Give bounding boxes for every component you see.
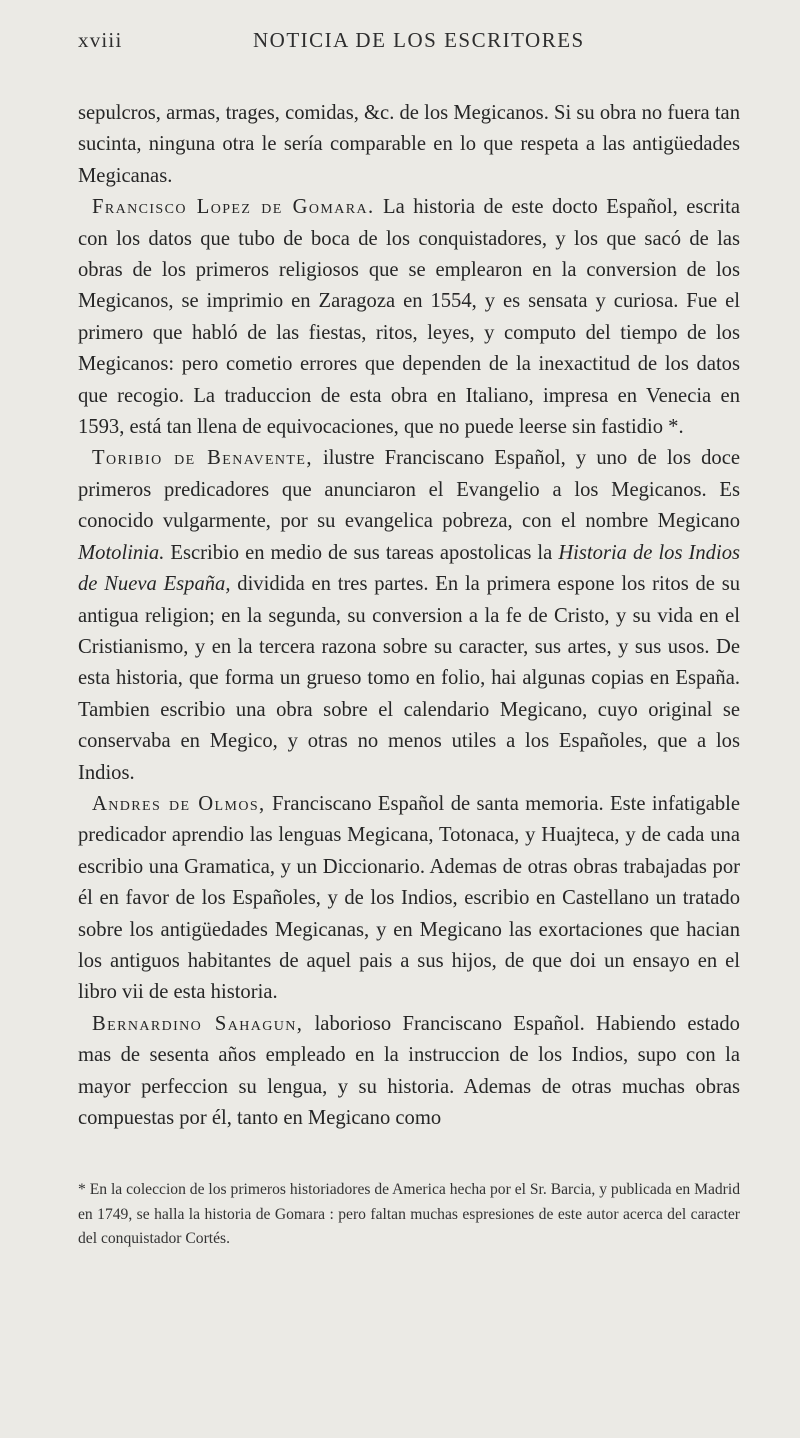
entry-text: Escribio en medio de sus tareas apostolicas la bbox=[164, 541, 559, 564]
paragraph-continuation bbox=[78, 98, 740, 192]
entry-sahagun bbox=[78, 1009, 740, 1135]
author-name: Andres de Olmos, bbox=[92, 792, 266, 815]
author-name: Bernardino Sahagun, bbox=[92, 1012, 304, 1035]
running-head: NOTICIA DE LOS ESCRITORES bbox=[253, 28, 585, 52]
italic-term: Motolinia. bbox=[78, 541, 165, 564]
page-header bbox=[78, 28, 738, 58]
author-name: Francisco Lopez de Gomara. bbox=[92, 196, 375, 219]
entry-gomara bbox=[78, 192, 740, 443]
entry-text: ilustre Franciscano Español, y uno de los doce primeros predicadores que anunciaron el Evangelio a los Megicanos. Es conocido vulgarmente, por su evangelica pobreza, con el nombre Megicano bbox=[78, 447, 740, 533]
author-name: Toribio de Benavente, bbox=[92, 447, 313, 470]
footnote-text: * En la coleccion de los primeros historiadores de America hecha por el Sr. Barcia, y publicada en Madrid en 1749, se halla la historia de Gomara : pero faltan muchas espresiones de este autor acerca del caracter del conquistador Cortés. bbox=[78, 1181, 740, 1248]
entry-text: La historia de este docto Español, escrita con los datos que tubo de boca de los conquistadores, y los que sacó de las obras de los primeros religiosos que se emplearon en la conversion de los Megicanos, se imprimio en Zaragoza en 1554, y es sensata y curiosa. Fue el primero que habló de las fiestas, ritos, leyes, y computo del tiempo de los Megicanos: pero cometio errores que dependen de la inexactitud de los datos que recogio. La traduccion de esta obra en Italiano, impresa en Venecia en 1593, está tan llena de equivocaciones, que no puede leerse sin fastidio *. bbox=[78, 196, 740, 439]
entry-text: dividida en tres partes. En la primera espone los ritos de su antigua religion; en la segunda, su conversion a la fe de Cristo, y su vida en el Cristianismo, y en la tercera razona sobre su caracter, sus artes, y sus usos. De esta historia, que forma un grueso tomo en folio, hai algunas copias en España. Tambien escribio una obra sobre el calendario Megicano, cuyo original se conservaba en Megico, y otras no menos utiles a los Españoles, que a los Indios. bbox=[78, 573, 740, 784]
book-title: Historia de los Indios de Nueva España, bbox=[78, 541, 741, 596]
page-number: xviii bbox=[78, 28, 123, 52]
entry-benavente bbox=[78, 443, 740, 788]
entry-text: laborioso Franciscano Español. Habiendo estado mas de sesenta años empleado en la instruccion de los Indios, supo con la mayor perfeccion su lengua, y su historia. Ademas de otras muchas obras compuestas por él, tanto en Megicano como bbox=[78, 1012, 740, 1129]
footnote bbox=[78, 1178, 740, 1252]
paragraph-text: sepulcros, armas, trages, comidas, &c. de los Megicanos. Si su obra no fuera tan sucinta, ninguna otra le sería comparable en lo que respeta a las antigüedades Megicanas. bbox=[78, 102, 740, 187]
entry-text: Franciscano Español de santa memoria. Este infatigable predicador aprendio las lenguas Megicana, Totonaca, y Huajteca, y de cada una escribio una Gramatica, y un Diccionario. Ademas de otras obras trabajadas por él en favor de los Españoles, y de los Indios, escribio en Castellano un tratado sobre los antigüedades Megicanas, y en Megicano las exortaciones que hacian los antiguos habitantes de aquel pais a sus hijos, de que doi un ensayo en el libro vii de esta historia. bbox=[78, 792, 740, 1004]
entry-olmos bbox=[78, 789, 740, 1009]
body-text bbox=[78, 98, 740, 1134]
